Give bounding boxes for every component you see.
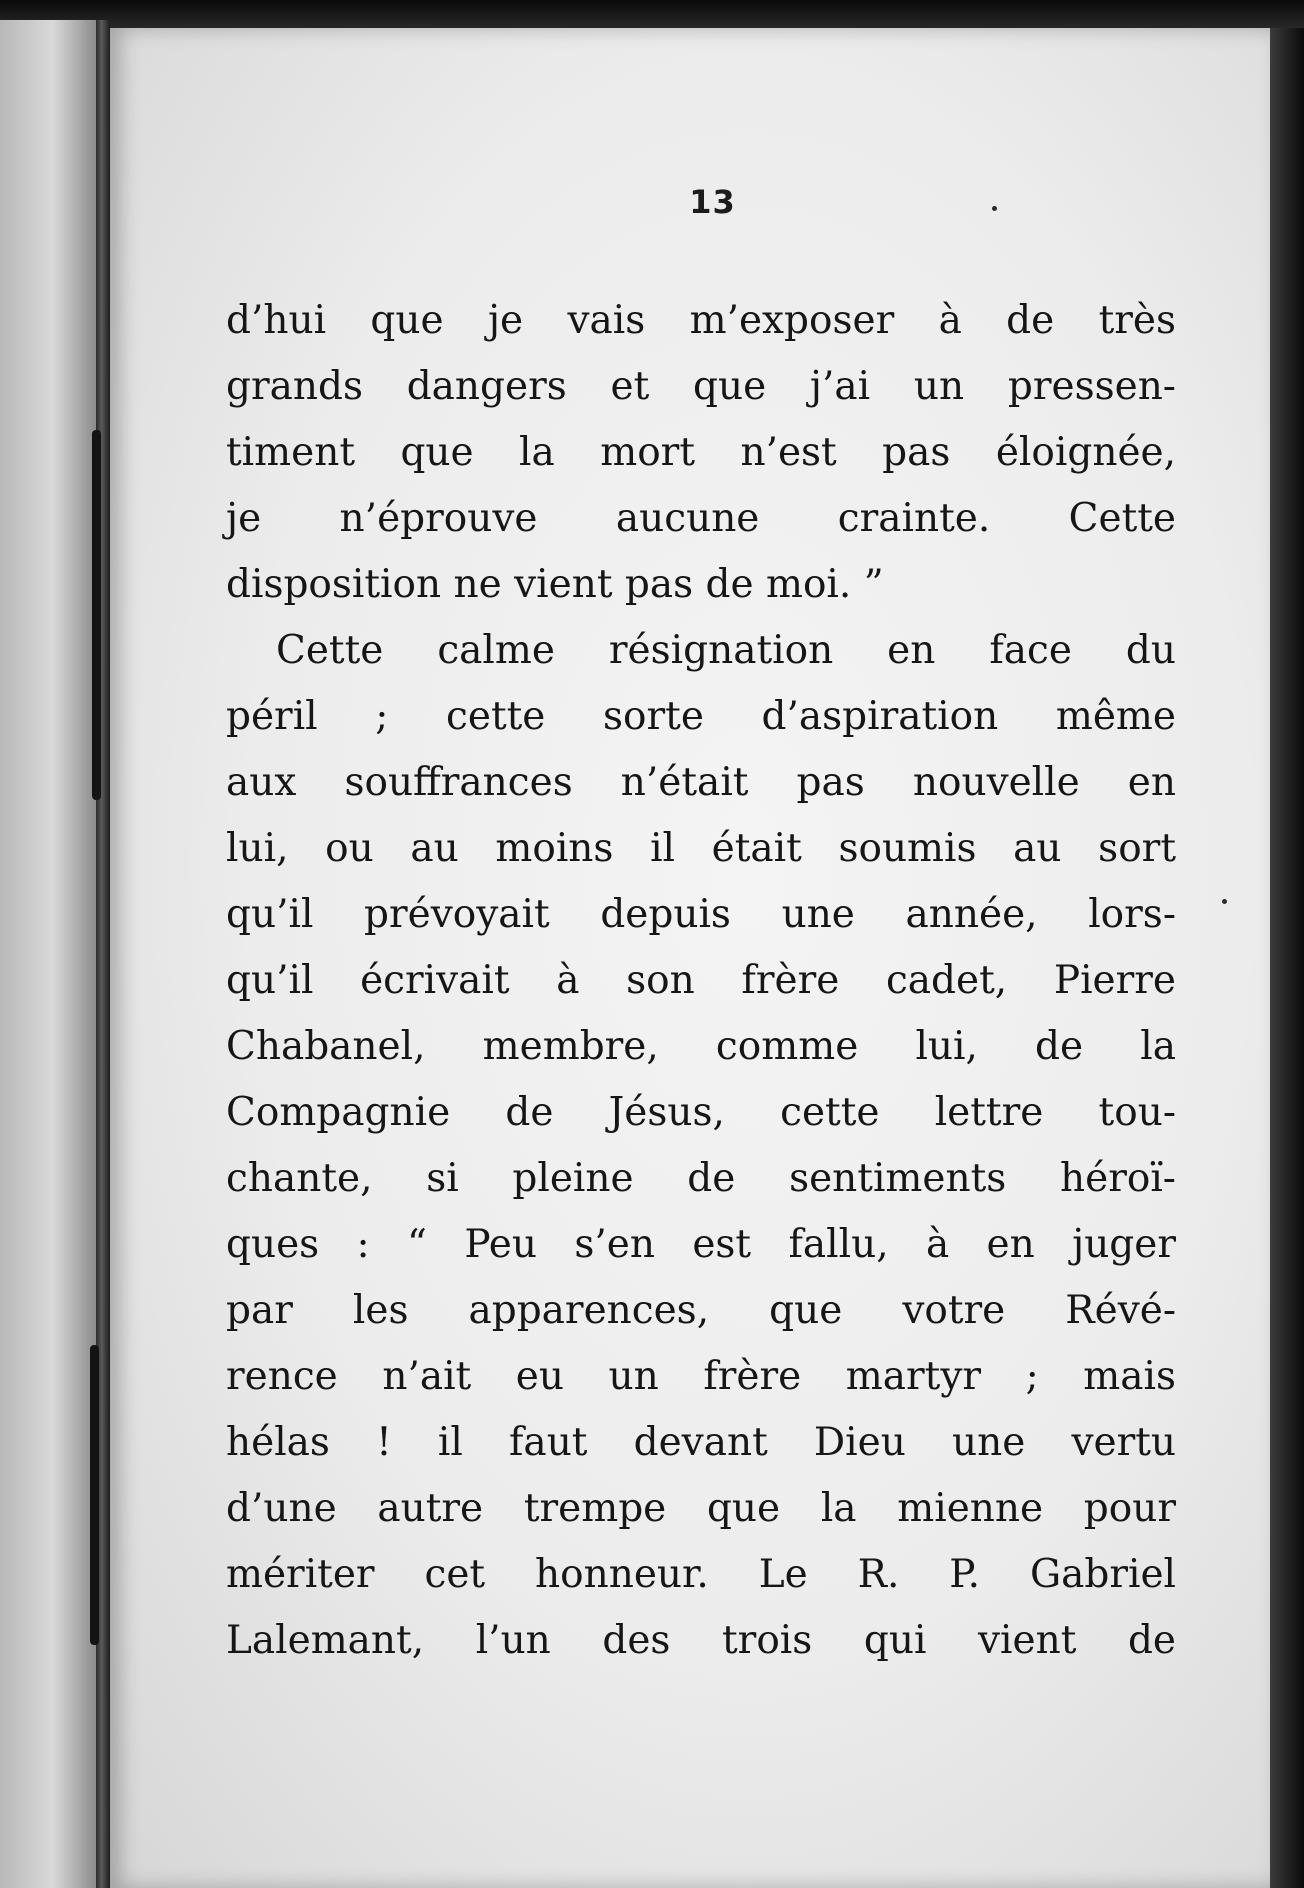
scan-top-border: [0, 0, 1304, 30]
body-text: [226, 288, 1176, 1674]
text-line: Compagnie de Jésus, cette lettre tou-: [226, 1090, 1176, 1135]
binding-thread: [92, 430, 101, 800]
text-line: rence n’ait eu un frère martyr ; mais: [226, 1354, 1176, 1399]
page-number: 13: [689, 183, 736, 221]
text-line: Lalemant, l’un des trois qui vient de: [226, 1618, 1176, 1663]
text-line: d’hui que je vais m’exposer à de très: [226, 298, 1176, 343]
text-line: Cette calme résignation en face du: [276, 628, 1176, 673]
text-line: mériter cet honneur. Le R. P. Gabriel: [226, 1552, 1176, 1597]
text-line: Chabanel, membre, comme lui, de la: [226, 1024, 1176, 1069]
text-line: disposition ne vient pas de moi. ”: [226, 562, 884, 607]
text-line: grands dangers et que j’ai un pressen-: [226, 364, 1176, 409]
text-line: ques : “ Peu s’en est fallu, à en juger: [226, 1222, 1176, 1267]
text-line: lui, ou au moins il était soumis au sort: [226, 826, 1176, 871]
text-line: péril ; cette sorte d’aspiration même: [226, 694, 1176, 739]
paper-speck: [1222, 899, 1227, 904]
binding-thread: [90, 1345, 99, 1645]
page-right-shadow: [1270, 28, 1304, 1888]
text-line: par les apparences, que votre Révé-: [226, 1288, 1176, 1333]
text-line: aux souffrances n’était pas nouvelle en: [226, 760, 1176, 805]
text-line: qu’il écrivait à son frère cadet, Pierre: [226, 958, 1176, 1003]
text-line: chante, si pleine de sentiments héroï-: [226, 1156, 1176, 1201]
text-line: je n’éprouve aucune crainte. Cette: [226, 496, 1176, 541]
left-page-edge: [0, 20, 96, 1888]
text-line: d’une autre trempe que la mienne pour: [226, 1486, 1176, 1531]
text-line: timent que la mort n’est pas éloignée,: [226, 430, 1176, 475]
text-line: qu’il prévoyait depuis une année, lors-: [226, 892, 1176, 937]
text-line: hélas ! il faut devant Dieu une vertu: [226, 1420, 1176, 1465]
